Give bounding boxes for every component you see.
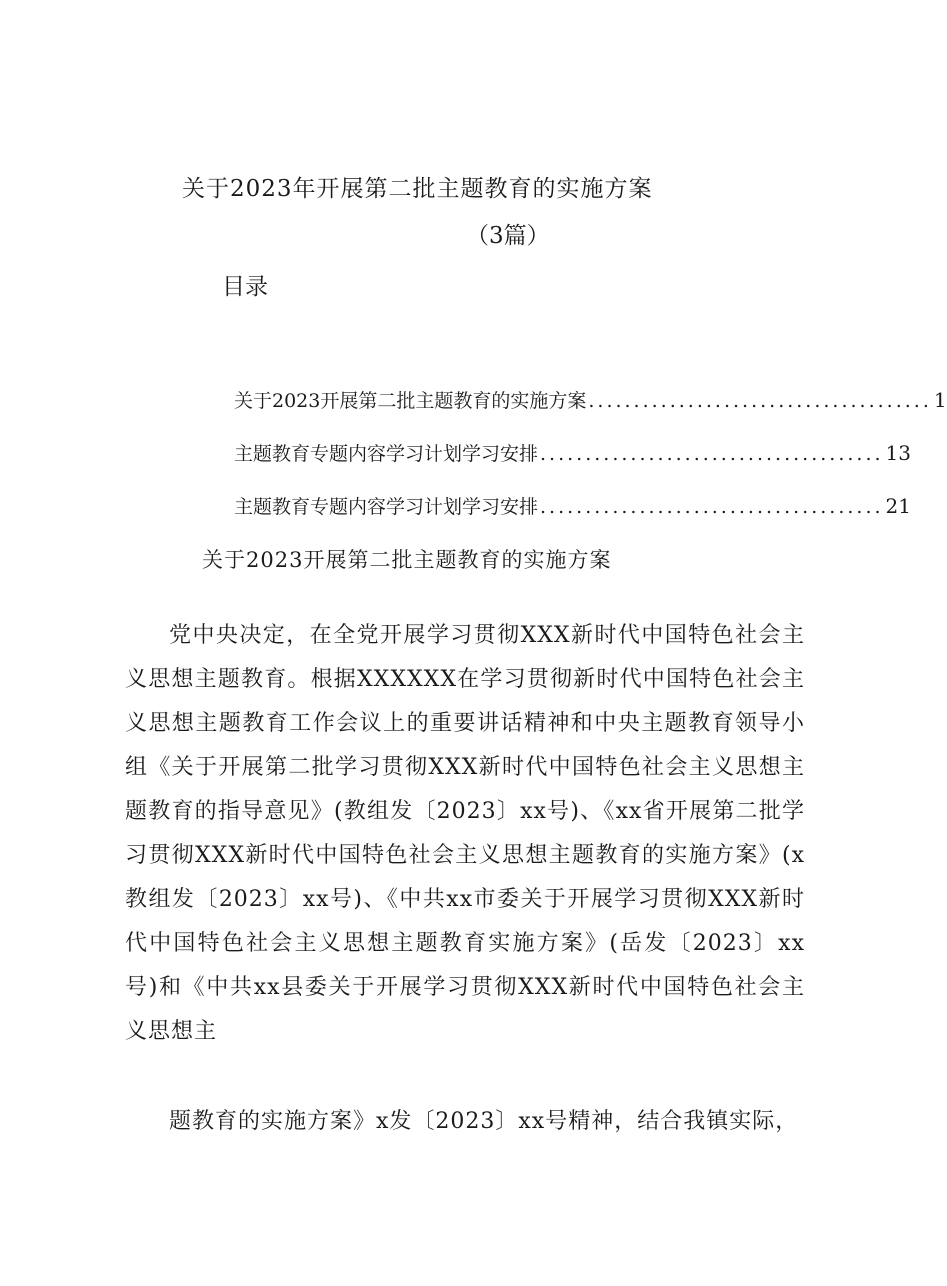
toc-entry-page: 21 (885, 494, 911, 518)
body-paragraph: 党中央决定，在全党开展学习贯彻XXX新时代中国特色社会主义思想主题教育。根据XXXXXX在学习贯彻新时代中国特色社会主义思想主题教育工作会议上的重要讲话精神和中央主题教育领导小组《关于开展第二批学习贯彻XXX新时代中国特色社会主义思想主题教育的指导意见》(教组发〔2023〕xx号)、《xx省开展第二批学习贯彻XXX新时代中国特色社会主义思想主题教育的实施方案》(x教组发〔2023〕xx号)、《中共xx市委关于开展学习贯彻XXX新时代中国特色社会主义思想主题教育实施方案》(岳发〔2023〕xx号)和《中共xx县委关于开展学习贯彻XXX新时代中国特色社会主义思想主 (125, 623, 805, 1044)
toc-entry[interactable] (234, 492, 911, 519)
toc-heading: 目录 (222, 274, 268, 300)
toc-entry-page: 1 (933, 388, 947, 412)
document-title: 关于2023年开展第二批主题教育的实施方案 (182, 176, 653, 202)
document-subtitle: （3篇） (466, 223, 550, 249)
toc-entry-label: 关于2023开展第二批主题教育的实施方案 (234, 390, 587, 412)
toc-entry-page: 13 (885, 441, 911, 465)
toc-entry-leader: ...................................... (540, 443, 884, 465)
section-heading: 关于2023开展第二批主题教育的实施方案 (202, 548, 612, 572)
toc-entry[interactable] (234, 439, 911, 466)
toc-entry-label: 主题教育专题内容学习计划学习安排 (234, 496, 539, 518)
toc-entry-leader: ...................................... (540, 496, 884, 518)
toc-entry[interactable] (234, 386, 947, 413)
toc-entry-leader: ...................................... (588, 390, 932, 412)
toc-entry-label: 主题教育专题内容学习计划学习安排 (234, 443, 539, 465)
body-paragraph: 题教育的实施方案》x发〔2023〕xx号精神，结合我镇实际， (169, 1109, 799, 1134)
